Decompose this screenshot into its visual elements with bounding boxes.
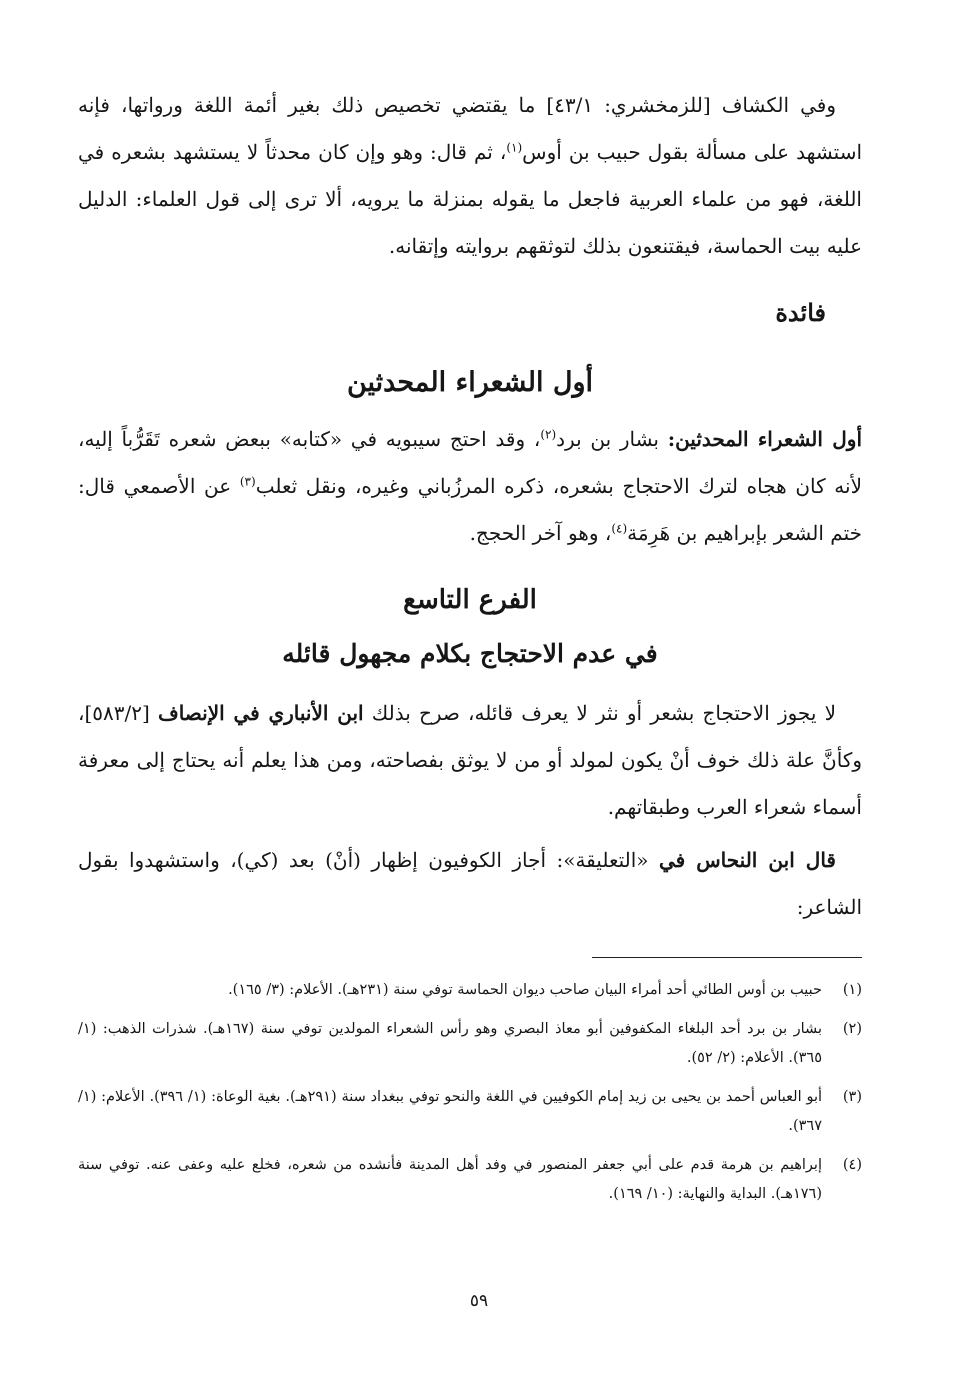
first-poets-lead: أول الشعراء المحدثين: <box>667 427 863 451</box>
footnote-ref-1[interactable]: (١) <box>506 140 523 155</box>
intro-text: وفي الكشاف [للزمخشري: ٤٣/١] ما يقتضي تخصيص ذلك بغير أئمة اللغة ورواتها، فإنه استشهد على مسألة بقول حبيب بن أوس <box>78 93 863 164</box>
footnotes <box>78 976 862 1209</box>
footnote-ref-2[interactable]: (٢) <box>540 427 557 442</box>
faida-heading: فائدة <box>775 298 826 327</box>
ibn-anbari-reference: ابن الأنباري في الإنصاف <box>157 701 364 725</box>
unknown-speaker-paragraph <box>78 690 862 831</box>
unknown-speaker-text-2: [٥٨٣/٢]، وكأنَّ علة ذلك خوف أنْ يكون لمولد أو من لا يوثق بفصاحته، ومن هذا يعلم أنه يحتاج إلى معرفة أسماء شعراء العرب وطبقاتهم. <box>78 701 862 819</box>
footnote-3 <box>78 1083 862 1141</box>
footnote-text: حبيب بن أوس الطائي أحد أمراء البيان صاحب ديوان الحماسة توفي سنة (٢٣١هـ). الأعلام: (٣/ ١٦٥). <box>228 982 822 998</box>
ibn-nahhas-paragraph <box>78 837 862 931</box>
unknown-speaker-text-1: لا يجوز الاحتجاج بشعر أو نثر لا يعرف قائله، صرح بذلك <box>363 701 836 725</box>
page-number: ٥٩ <box>469 1291 489 1311</box>
footnote-ref-4[interactable]: (٤) <box>611 521 628 536</box>
first-poets-text-4: ، وهو آخر الحجج. <box>469 521 612 545</box>
ibn-nahhas-lead: قال ابن النحاس في <box>658 848 836 872</box>
footnote-ref-3[interactable]: (٣) <box>239 474 256 489</box>
branch-nine-subtitle: في عدم الاحتجاج بكلام مجهول قائله <box>282 639 658 668</box>
footnote-number: (١) <box>842 982 862 998</box>
first-poets-text-3: عن الأصمعي قال: ختم الشعر بإبراهيم بن هَرِمَة <box>78 474 862 545</box>
footnote-1 <box>78 976 862 1005</box>
footnote-text: بشار بن برد أحد البلغاء المكفوفين أبو معاذ البصري وهو رأس الشعراء المولدين توفي سنة (١٦٧هـ). شذرات الذهب: (١/ ٣٦٥). الأعلام: (٢/ ٥٢). <box>78 1021 822 1066</box>
footnote-text: إبراهيم بن هرمة قدم على أبي جعفر المنصور في وفد أهل المدينة فأنشده من شعره، فخلع عليه وعفى عنه. توفي سنة (١٧٦هـ). البداية والنهاية: (١٠/ ١٦٩). <box>78 1157 822 1202</box>
ibn-nahhas-text: «التعليقة»: أجاز الكوفيون إظهار (أنْ) بعد (كي)، واستشهدوا بقول الشاعر: <box>78 848 862 919</box>
footnote-number: (٣) <box>842 1089 862 1105</box>
intro-text-rest: ، ثم قال: وهو وإن كان محدثاً لا يستشهد بشعره في اللغة، فهو من علماء العربية فاجعل ما يقوله بمنزلة ما يرويه، ألا ترى إلى قول العلماء: الدليل عليه بيت الحماسة، فيقتنعون بذلك لتوثقهم بروايته وإتقانه. <box>78 140 862 258</box>
first-poets-text-2: ، وقد احتج سيبويه في «كتابه» ببعض شعره تَقَرُّباً إليه، لأنه كان هجاه لترك الاحتجاج بشعره، ذكره المرزُباني وغيره، ونقل ثعلب <box>78 427 862 498</box>
branch-nine-heading: الفرع التاسع <box>403 585 537 615</box>
footnote-2 <box>78 1015 862 1073</box>
first-poets-paragraph <box>78 416 862 557</box>
footnote-text: أبو العباس أحمد بن يحيى بن زيد إمام الكوفيين في اللغة والنحو توفي ببغداد سنة (٢٩١هـ). بغية الوعاة: (١/ ٣٩٦). الأعلام: (١/ ٣٦٧). <box>78 1089 823 1134</box>
footnote-number: (٤) <box>842 1157 862 1173</box>
footnote-number: (٢) <box>842 1021 862 1037</box>
footnote-separator-wrap <box>78 931 862 976</box>
footnote-separator <box>592 957 862 958</box>
section-title-first-poets: أول الشعراء المحدثين <box>346 367 594 398</box>
footnote-4 <box>78 1151 862 1209</box>
first-poets-text-1: بشار بن برد <box>556 427 668 451</box>
intro-paragraph <box>78 82 862 270</box>
